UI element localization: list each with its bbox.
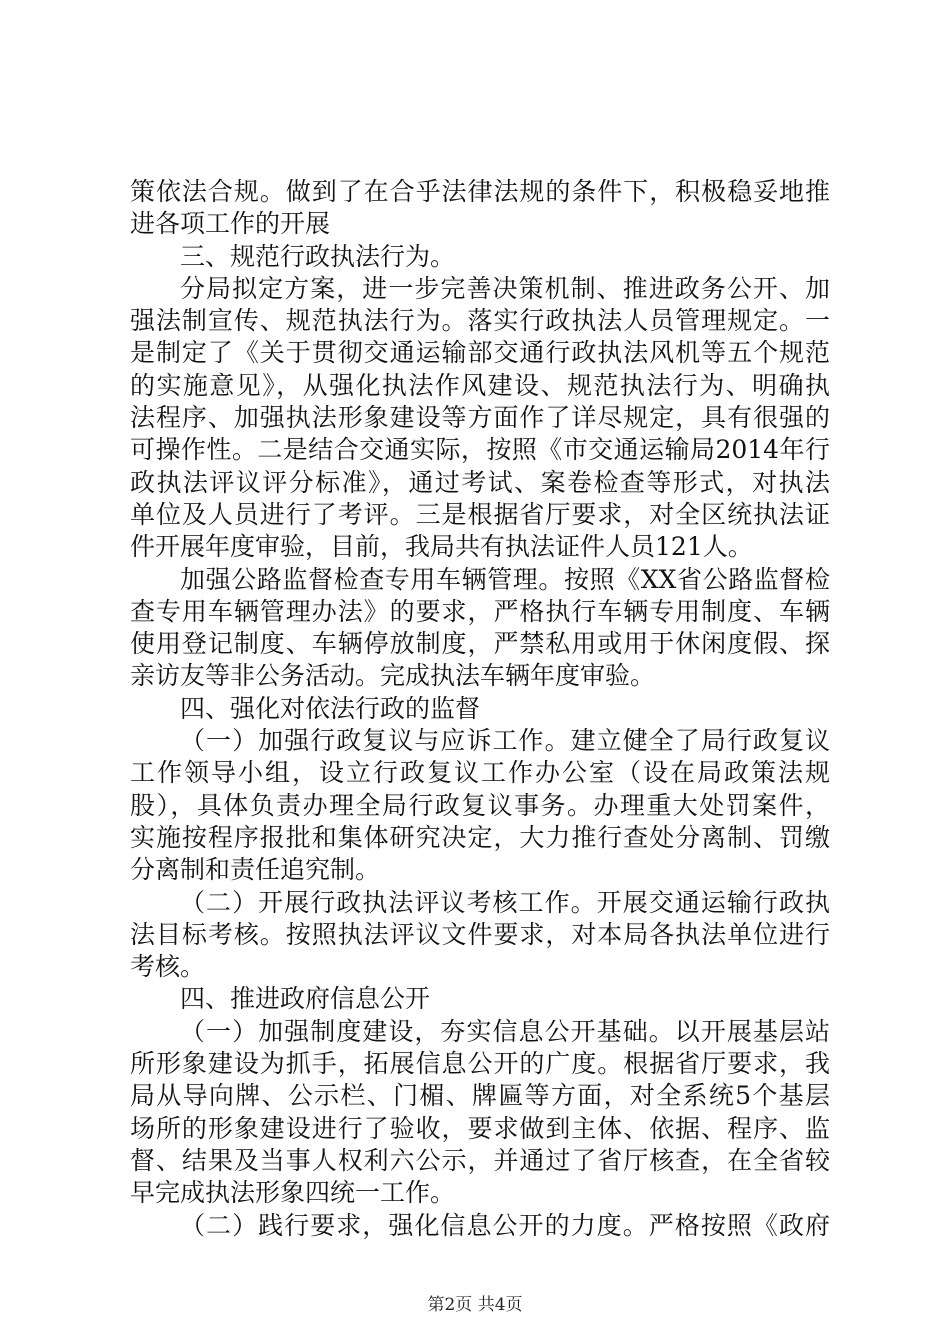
text-line: 考核。: [130, 952, 206, 982]
text-line: 亲访友等非公务活动。完成执法车辆年度审验。: [130, 661, 656, 691]
text-line: 四、强化对依法行政的监督: [180, 693, 481, 723]
page-footer: 第2页 共4页: [427, 1295, 523, 1315]
text-line: 实施按程序报批和集体研究决定，大力推行查处分离制、罚缴: [130, 822, 830, 852]
text-line: 政执法评议评分标准》，通过考试、案卷检查等形式，对执法: [130, 467, 830, 497]
text-line: 件开展年度审验，目前，我局共有执法证件人员121人。: [130, 532, 753, 562]
document-body: [130, 176, 830, 1242]
text-line: 可操作性。二是结合交通实际，按照《市交通运输局2014年行: [130, 435, 830, 465]
text-line: 的实施意见》，从强化执法作风建设、规范执法行为、明确执: [130, 370, 830, 400]
text-line: 单位及人员进行了考评。三是根据省厅要求，对全区统执法证: [130, 499, 830, 529]
text-line: 分局拟定方案，进一步完善决策机制、推进政务公开、加: [180, 273, 830, 303]
text-line: 分离制和责任追究制。: [130, 855, 381, 885]
text-line: 策依法合规。做到了在合乎法律法规的条件下，积极稳妥地推: [130, 177, 830, 206]
text-line: 所形象建设为抓手，拓展信息公开的广度。根据省厅要求，我: [130, 1049, 830, 1079]
text-line: （一）加强行政复议与应诉工作。建立健全了局行政复议: [180, 726, 830, 756]
text-line: 三、规范行政执法行为。: [180, 241, 456, 271]
text-line: 四、推进政府信息公开: [180, 984, 431, 1014]
text-line: 进各项工作的开展: [130, 209, 331, 239]
text-line: 局从导向牌、公示栏、门楣、牌匾等方面，对全系统5个基层: [130, 1081, 830, 1111]
text-line: 工作领导小组，设立行政复议工作办公室（设在局政策法规: [130, 758, 830, 788]
text-line: （二）践行要求，强化信息公开的力度。严格按照《政府: [180, 1210, 830, 1240]
text-line: （二）开展行政执法评议考核工作。开展交通运输行政执: [180, 887, 830, 917]
text-line: 场所的形象建设进行了验收，要求做到主体、依据、程序、监: [130, 1113, 830, 1143]
text-line: 加强公路监督检查专用车辆管理。按照《XX省公路监督检: [180, 564, 830, 594]
text-line: 使用登记制度、车辆停放制度，严禁私用或用于休闲度假、探: [130, 629, 830, 659]
text-line: 法程序、加强执法形象建设等方面作了详尽规定，具有很强的: [130, 403, 830, 433]
text-line: 法目标考核。按照执法评议文件要求，对本局各执法单位进行: [130, 919, 830, 949]
text-line: 股），具体负责办理全局行政复议事务。办理重大处罚案件，: [130, 790, 830, 820]
text-line: 强法制宣传、规范执法行为。落实行政执法人员管理规定。一: [130, 306, 830, 336]
text-line: 是制定了《关于贯彻交通运输部交通行政执法风机等五个规范: [130, 338, 830, 368]
text-line: 查专用车辆管理办法》的要求，严格执行车辆专用制度、车辆: [130, 596, 830, 626]
text-line: 早完成执法形象四统一工作。: [130, 1178, 456, 1208]
text-line: （一）加强制度建设，夯实信息公开基础。以开展基层站: [180, 1016, 830, 1046]
text-line: 督、结果及当事人权利六公示，并通过了省厅核查，在全省较: [130, 1145, 830, 1175]
